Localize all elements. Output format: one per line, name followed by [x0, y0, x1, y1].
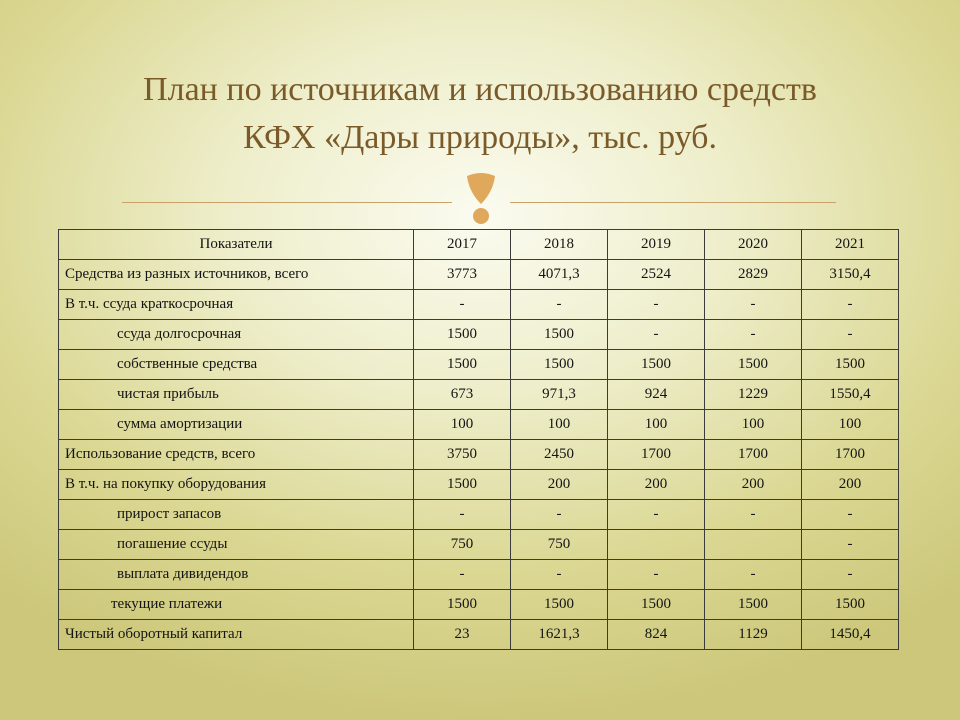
table-row — [59, 500, 899, 530]
value-cell: 1500 — [511, 590, 608, 620]
title-line-2: КФХ «Дары природы», тыс. руб. — [243, 119, 717, 156]
divider-left — [122, 202, 452, 203]
row-label: текущие платежи — [59, 590, 414, 620]
value-cell: 1700 — [608, 440, 705, 470]
value-cell: 1500 — [414, 350, 511, 380]
value-cell: 1500 — [414, 470, 511, 500]
table-header-row — [59, 230, 899, 260]
value-cell: - — [414, 290, 511, 320]
value-cell: 1500 — [414, 320, 511, 350]
value-cell: 750 — [511, 530, 608, 560]
header-year: 2017 — [414, 230, 511, 260]
row-label: прирост запасов — [59, 500, 414, 530]
value-cell: 100 — [608, 410, 705, 440]
value-cell: - — [802, 560, 899, 590]
value-cell: - — [705, 290, 802, 320]
value-cell: 1700 — [705, 440, 802, 470]
row-label: чистая прибыль — [59, 380, 414, 410]
value-cell: 2829 — [705, 260, 802, 290]
value-cell: 3773 — [414, 260, 511, 290]
title-line-1: План по источникам и использованию средств — [143, 71, 817, 108]
table-row — [59, 290, 899, 320]
sources-uses-table — [58, 229, 899, 650]
table-row — [59, 320, 899, 350]
value-cell: 924 — [608, 380, 705, 410]
row-label: погашение ссуды — [59, 530, 414, 560]
row-label: сумма амортизации — [59, 410, 414, 440]
value-cell: - — [705, 560, 802, 590]
row-label: Использование средств, всего — [59, 440, 414, 470]
table-row — [59, 440, 899, 470]
row-label: Средства из разных источников, всего — [59, 260, 414, 290]
header-year: 2020 — [705, 230, 802, 260]
value-cell: 100 — [511, 410, 608, 440]
header-indicator: Показатели — [59, 230, 414, 260]
value-cell: 100 — [414, 410, 511, 440]
table-row — [59, 260, 899, 290]
value-cell — [608, 530, 705, 560]
value-cell: 1450,4 — [802, 620, 899, 650]
page-title — [60, 66, 900, 162]
value-cell: - — [608, 290, 705, 320]
value-cell: - — [511, 290, 608, 320]
value-cell: 971,3 — [511, 380, 608, 410]
value-cell: 1500 — [511, 350, 608, 380]
value-cell: 1621,3 — [511, 620, 608, 650]
value-cell: 23 — [414, 620, 511, 650]
value-cell: - — [608, 320, 705, 350]
row-label: Чистый оборотный капитал — [59, 620, 414, 650]
row-label: выплата дивидендов — [59, 560, 414, 590]
table-row — [59, 620, 899, 650]
value-cell: 100 — [705, 410, 802, 440]
value-cell: 1500 — [608, 350, 705, 380]
table-row — [59, 350, 899, 380]
value-cell: 200 — [705, 470, 802, 500]
header-year: 2019 — [608, 230, 705, 260]
value-cell: - — [608, 500, 705, 530]
value-cell: 4071,3 — [511, 260, 608, 290]
header-year: 2021 — [802, 230, 899, 260]
value-cell: 3150,4 — [802, 260, 899, 290]
value-cell: - — [414, 560, 511, 590]
value-cell: - — [705, 500, 802, 530]
value-cell: 824 — [608, 620, 705, 650]
value-cell: 1700 — [802, 440, 899, 470]
row-label: ссуда долгосрочная — [59, 320, 414, 350]
value-cell: - — [511, 560, 608, 590]
row-label: собственные средства — [59, 350, 414, 380]
value-cell: - — [414, 500, 511, 530]
value-cell: 200 — [802, 470, 899, 500]
value-cell: 2524 — [608, 260, 705, 290]
ornament-icon — [463, 170, 499, 226]
value-cell: 1500 — [802, 590, 899, 620]
value-cell: 1550,4 — [802, 380, 899, 410]
header-year: 2018 — [511, 230, 608, 260]
table-row — [59, 530, 899, 560]
table-row — [59, 560, 899, 590]
value-cell: 1229 — [705, 380, 802, 410]
value-cell: - — [802, 530, 899, 560]
table-row — [59, 590, 899, 620]
value-cell: - — [705, 320, 802, 350]
value-cell: - — [802, 500, 899, 530]
value-cell: - — [802, 290, 899, 320]
value-cell: 750 — [414, 530, 511, 560]
table-row — [59, 380, 899, 410]
value-cell: 200 — [608, 470, 705, 500]
value-cell: - — [608, 560, 705, 590]
table-row — [59, 470, 899, 500]
value-cell: - — [511, 500, 608, 530]
divider-right — [510, 202, 836, 203]
row-label: В т.ч. на покупку оборудования — [59, 470, 414, 500]
value-cell: 2450 — [511, 440, 608, 470]
value-cell: 1500 — [802, 350, 899, 380]
value-cell: 1500 — [608, 590, 705, 620]
value-cell: 3750 — [414, 440, 511, 470]
value-cell: 673 — [414, 380, 511, 410]
value-cell: 200 — [511, 470, 608, 500]
value-cell: 1129 — [705, 620, 802, 650]
value-cell: 100 — [802, 410, 899, 440]
value-cell: 1500 — [511, 320, 608, 350]
value-cell: 1500 — [705, 350, 802, 380]
value-cell — [705, 530, 802, 560]
value-cell: 1500 — [705, 590, 802, 620]
value-cell: - — [802, 320, 899, 350]
value-cell: 1500 — [414, 590, 511, 620]
row-label: В т.ч. ссуда краткосрочная — [59, 290, 414, 320]
table-row — [59, 410, 899, 440]
